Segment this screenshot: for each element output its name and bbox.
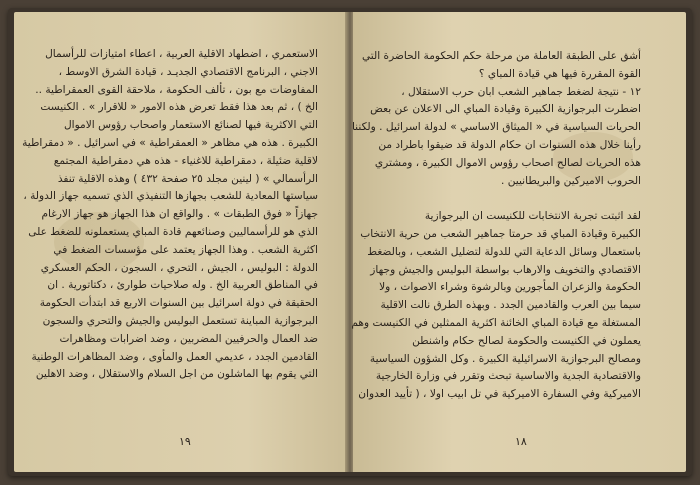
text-line: في المناطق العربية الخ . وله صلاحيات طوارئ ، دكتاتورية . ان — [47, 279, 318, 292]
text-line: اكثرية الشعب . وهذا الجهاز يعتمد على مؤسسات الضغط في — [53, 243, 318, 256]
text-line: اضطرت البرجوازية الكبيرة وقيادة المباي الى الاعلان عن بعض — [370, 103, 641, 116]
right-page-text — [351, 48, 641, 404]
text-line: لقد اثبتت تجربة الانتخابات للكنيست ان البرجوازية — [424, 210, 641, 223]
book-spread — [8, 8, 692, 476]
text-line: الاجني ، البرنامج الاقتصادي الجديـد ، قيادة الشرق الاوسط ، — [58, 65, 318, 78]
text-line: الاستعمري ، اضطهاد الاقلية العربية ، اعطاء امتيازات للرأسمال — [45, 48, 318, 60]
text-line: يعملون في الكنيست والحكومة لصالح حكام واشنطن — [412, 334, 641, 347]
text-line: الكبيرة . هذه هي مظاهر « العمقراطية » في اسرائيل . « دمقراطية — [22, 136, 318, 149]
text-line: رأينا خلال هذه السنوات ان حكام الدولة قد ضيقوا باطراد من — [378, 138, 641, 151]
text-line: المفاوضات مع بون ، تألف الحكومة ، ملاحقة القوى العمقراطية .. — [35, 83, 318, 96]
text-line: البرجوازية المباينة تستعمل البوليس والجيش والتحري والسجون — [42, 314, 318, 327]
text-line: الرأسمالي » ( لينين مجلد ٢٥ صفحة ٤٣٢ ) وهذه الاقلية تنفذ — [57, 172, 318, 185]
text-line — [371, 190, 641, 208]
text-line: الحكومة والزعران المأجورين وبالرشوة وشراء الاصوات ، ولا — [379, 281, 641, 294]
right-page-number: ١٨ — [515, 435, 527, 448]
text-line: جهازاً « فوق الطبقات » . والواقع ان هذا الجهاز هو جهاز الارغام — [41, 208, 318, 221]
left-page-number: ١٩ — [179, 435, 191, 448]
text-line: لاقلية ضئيلة ، دمقراطية للاغنياء - هذه هي دمقراطية المجتمع — [53, 154, 318, 167]
left-page-text — [22, 46, 318, 384]
text-line: أشق على الطبقة العاملة من مرحلة حكم الحكومة الحاضرة التي — [361, 50, 641, 62]
text-line: الاميركية وفي السفارة الاميركية في تل ابيب اولا ، ( تأييد العدوان — [358, 388, 641, 401]
text-line: الدولة : البوليس ، الجيش ، التحري ، السجون ، الحكم العسكري — [40, 261, 318, 274]
text-line: هذه الحريات لصالح اصحاب رؤوس الاموال الكبيرة ، ومشتري — [374, 156, 641, 169]
text-line: والاقتصادية الجدية والاساسية تبحث وتقرر في وزارة الخارجية — [375, 370, 641, 383]
text-line: سياستها المعادية للشعب بجهازها التنفيذي الذي تسميه جهاز الدولة ، — [23, 190, 318, 203]
text-line: الاقتصادي والتخويف والارهاب بواسطة البوليس والجيش وجهاز — [370, 263, 641, 276]
text-line: الخ ) ، ثم بعد هذا فقط تعرض هذه الامور « للاقرار » . الكنيست — [40, 101, 318, 114]
text-line: التي الاكثرية فيها لصنائع الاستعمار واصحاب رؤوس الاموال — [63, 119, 318, 132]
text-line: ضد العمال والحرفيين المضربين ، وضد اضرابات ومظاهرات — [59, 332, 318, 345]
text-line: الكبيرة وقيادة المباي قد حرمتا جماهير الشعب من حرية الانتخاب — [360, 227, 641, 240]
right-page — [353, 12, 686, 472]
text-line: الحريات السياسية في « الميثاق الاساسي » لدولة اسرائيل . ولكننا — [351, 121, 641, 134]
text-line: الحروب الاميركين والبريطانيين . — [500, 174, 641, 187]
text-line: القادمين الجدد ، عديمي العمل والمأوى ، وضد المظاهرات الوطنية — [31, 350, 318, 363]
text-line: ومصالح البرجوازية الاسرائيلية الكبيرة . وكل الشؤون السياسية — [369, 352, 641, 365]
text-line: القوة المقررة فيها هي قيادة المباي ؟ — [478, 67, 641, 80]
text-line: سيما بين العرب والقادمين الجدد . وبهذه الطرق نالت الاقلية — [380, 299, 641, 312]
text-line: المستغلة مع قيادة المباي الخائنة اكثرية الممثلين في الكنيست وهم — [351, 316, 641, 329]
text-line: الذي هو للرأسماليين وصنائعهم قادة المباي يستعملونه للضغط على — [28, 225, 318, 238]
text-line: الحقيقة في دولة اسرائيل بين السنوات الاربع قد ابتدأت الحكومة — [39, 297, 318, 310]
text-line: ١٢ - نتيجة لضغط جماهير الشعب ابان حرب الاستقلال ، — [401, 85, 641, 98]
left-page — [14, 12, 347, 472]
text-line: التي يقوم بها الماشلون من اجل السلام والاستقلال ، وضد الاهلين — [35, 368, 318, 381]
text-line: باستعمال وسائل الدعاية التي للدولة لتضليل الشعب ، وبالضغط — [367, 245, 641, 258]
